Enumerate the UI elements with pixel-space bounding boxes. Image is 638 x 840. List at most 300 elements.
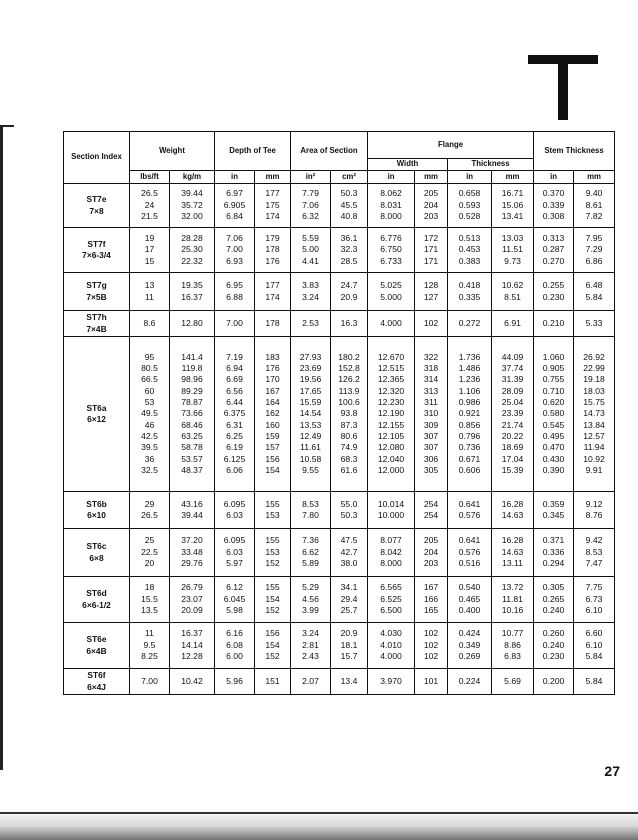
cell-value: 157	[265, 442, 280, 453]
cell-value: 7.19	[226, 351, 243, 362]
value-cell	[574, 228, 615, 273]
cell-value: 7.82	[585, 211, 603, 222]
cell-value: 10.77	[501, 628, 524, 639]
table-row	[64, 311, 615, 337]
cell-value: 8.042	[380, 546, 402, 557]
cell-value: 36	[144, 453, 155, 464]
cell-value: 13.5	[141, 605, 158, 616]
value-cell	[170, 669, 215, 695]
cell-value: 175	[265, 199, 280, 210]
unit-stem-mm: mm	[574, 171, 615, 184]
value-cell	[331, 529, 368, 577]
cell-value: 6.16	[226, 628, 243, 639]
value-cell	[215, 273, 255, 311]
cell-value: 6.733	[380, 255, 402, 266]
cell-value: 74.9	[340, 442, 358, 453]
scan-shadow	[0, 808, 638, 840]
section-designation: ST6e	[86, 634, 107, 645]
cell-value: 24.7	[340, 280, 358, 291]
cell-value: 0.856	[458, 419, 481, 430]
unit-area-cm2: cm²	[331, 171, 368, 184]
section-nominal-size: 6×8	[89, 552, 104, 563]
cell-value: 0.641	[458, 498, 481, 509]
table-row	[64, 492, 615, 529]
cell-value: 0.305	[542, 582, 565, 593]
cell-value: 167	[423, 582, 439, 593]
cell-value: 12.57	[583, 431, 605, 442]
value-cell	[170, 577, 215, 623]
value-cell	[331, 623, 368, 669]
cell-value: 6.91	[504, 317, 521, 328]
cell-value: 78.87	[181, 396, 203, 407]
cell-value: 89.29	[181, 385, 203, 396]
cell-value: 5.59	[302, 232, 319, 243]
cell-value: 119.8	[181, 362, 203, 373]
cell-value: 171	[423, 244, 439, 255]
cell-value: 8.76	[585, 510, 603, 520]
cell-value: 14.54	[299, 408, 322, 419]
cell-value: 174	[265, 291, 280, 302]
section-designation: ST7g	[86, 280, 107, 291]
cell-value: 12.105	[377, 431, 405, 442]
value-cell	[255, 492, 291, 529]
cell-value: 63.25	[181, 431, 203, 442]
cell-value: 28.28	[181, 232, 203, 243]
cell-value: 5.29	[302, 582, 319, 593]
value-cell	[170, 311, 215, 337]
cell-value: 6.03	[226, 510, 243, 520]
cell-value: 23.69	[299, 362, 322, 373]
cell-value: 19.18	[583, 374, 605, 385]
value-cell	[215, 529, 255, 577]
value-cell	[368, 337, 415, 492]
cell-value: 7.00	[226, 317, 243, 328]
cell-value: 18	[144, 582, 155, 593]
cell-value: 0.240	[542, 639, 565, 650]
value-cell	[534, 184, 574, 228]
cell-value: 8.25	[141, 651, 158, 662]
value-cell	[492, 311, 534, 337]
cell-value: 14.63	[501, 510, 524, 520]
cell-value: 6.500	[380, 605, 402, 616]
cell-value: 5.33	[585, 317, 603, 328]
cell-value: 176	[265, 362, 280, 373]
value-cell	[415, 492, 448, 529]
cell-value: 0.576	[458, 510, 481, 520]
cell-value: 18.03	[583, 385, 605, 396]
cell-value: 6.69	[226, 374, 243, 385]
cell-value: 21.5	[141, 211, 158, 222]
value-cell	[448, 273, 492, 311]
value-cell	[130, 529, 170, 577]
value-cell	[255, 623, 291, 669]
cell-value: 11.94	[583, 442, 605, 453]
value-cell	[215, 184, 255, 228]
cell-value: 9.40	[585, 188, 603, 199]
value-cell	[255, 337, 291, 492]
cell-value: 102	[423, 317, 439, 328]
value-cell	[534, 273, 574, 311]
table-row	[64, 273, 615, 311]
cell-value: 102	[423, 628, 439, 639]
cell-value: 0.593	[458, 199, 481, 210]
value-cell	[448, 492, 492, 529]
unit-depth-in: in	[215, 171, 255, 184]
cell-value: 5.00	[302, 244, 319, 255]
cell-value: 0.210	[542, 317, 565, 328]
value-cell	[574, 623, 615, 669]
cell-value: 156	[265, 628, 280, 639]
table-header	[64, 132, 615, 184]
cell-value: 6.84	[226, 211, 243, 222]
cell-value: 20.9	[340, 291, 358, 302]
cell-value: 0.349	[458, 639, 481, 650]
cell-value: 0.540	[458, 582, 481, 593]
cell-value: 166	[423, 593, 439, 604]
cell-value: 61.6	[340, 465, 358, 476]
cell-value: 176	[265, 255, 280, 266]
cell-value: 100.6	[338, 396, 360, 407]
cell-value: 15.06	[501, 199, 524, 210]
value-cell	[215, 492, 255, 529]
cell-value: 66.5	[141, 374, 158, 385]
section-index-cell	[64, 228, 130, 273]
cell-value: 6.25	[226, 431, 243, 442]
cell-value: 3.24	[302, 291, 319, 302]
cell-value: 6.83	[504, 651, 521, 662]
value-cell	[255, 529, 291, 577]
cell-value: 0.265	[542, 593, 565, 604]
cell-value: 8.062	[380, 188, 402, 199]
value-cell	[291, 577, 331, 623]
cell-value: 6.776	[380, 232, 402, 243]
cell-value: 0.736	[458, 442, 481, 453]
value-cell	[331, 492, 368, 529]
cell-value: 155	[265, 582, 280, 593]
cell-value: 9.42	[585, 535, 603, 546]
value-cell	[215, 228, 255, 273]
value-cell	[574, 492, 615, 529]
cell-value: 32.5	[141, 465, 158, 476]
cell-value: 5.97	[226, 558, 243, 569]
cell-value: 0.272	[458, 317, 481, 328]
cell-value: 40.8	[340, 211, 358, 222]
cell-value: 15	[144, 255, 155, 266]
cell-value: 5.98	[226, 605, 243, 616]
cell-value: 6.48	[585, 280, 603, 291]
cell-value: 15.39	[501, 465, 524, 476]
cell-value: 0.255	[542, 280, 565, 291]
cell-value: 254	[423, 510, 439, 520]
cell-value: 10.62	[501, 280, 524, 291]
cell-value: 93.8	[340, 408, 358, 419]
cell-value: 6.93	[226, 255, 243, 266]
cell-value: 15.5	[141, 593, 158, 604]
table-row	[64, 577, 615, 623]
cell-value: 98.96	[181, 374, 203, 385]
section-designation: ST6d	[86, 588, 107, 599]
cell-value: 32.3	[340, 244, 358, 255]
cell-value: 8.000	[380, 558, 402, 569]
cell-value: 87.3	[340, 419, 358, 430]
cell-value: 126.2	[338, 374, 360, 385]
cell-value: 310	[423, 408, 439, 419]
cell-value: 5.96	[226, 675, 243, 686]
cell-value: 128	[423, 280, 439, 291]
cell-value: 6.94	[226, 362, 243, 373]
value-cell	[415, 228, 448, 273]
table-body	[64, 184, 615, 695]
section-index-cell	[64, 337, 130, 492]
cell-value: 73.66	[181, 408, 203, 419]
value-cell	[331, 669, 368, 695]
cell-value: 22.99	[583, 362, 605, 373]
cell-value: 6.905	[223, 199, 246, 210]
cell-value: 3.970	[380, 675, 402, 686]
cell-value: 6.10	[585, 605, 603, 616]
cell-value: 1.106	[458, 385, 481, 396]
cell-value: 7.95	[585, 232, 603, 243]
cell-value: 0.240	[542, 605, 565, 616]
cell-value: 6.095	[223, 535, 246, 546]
cell-value: 8.51	[504, 291, 521, 302]
cell-value: 1.236	[458, 374, 481, 385]
section-index-cell	[64, 577, 130, 623]
cell-value: 152.8	[338, 362, 360, 373]
cell-value: 15.75	[583, 396, 605, 407]
value-cell	[255, 577, 291, 623]
unit-lbs-ft: lbs/ft	[130, 171, 170, 184]
value-cell	[415, 669, 448, 695]
cell-value: 25.7	[340, 605, 358, 616]
value-cell	[492, 669, 534, 695]
cell-value: 12.000	[377, 465, 405, 476]
table-row	[64, 623, 615, 669]
cell-value: 4.000	[380, 317, 402, 328]
cell-value: 0.424	[458, 628, 481, 639]
cell-value: 10.000	[377, 510, 405, 520]
cell-value: 165	[423, 605, 439, 616]
header-section-index: Section Index	[64, 132, 130, 184]
value-cell	[574, 337, 615, 492]
cell-value: 18.1	[340, 639, 358, 650]
value-cell	[534, 492, 574, 529]
cell-value: 0.345	[542, 510, 565, 520]
section-index-cell	[64, 311, 130, 337]
cell-value: 19.56	[299, 374, 322, 385]
cell-value: 32.00	[181, 211, 203, 222]
cell-value: 102	[423, 651, 439, 662]
cell-value: 0.383	[458, 255, 481, 266]
cell-value: 4.010	[380, 639, 402, 650]
header-weight: Weight	[130, 132, 215, 171]
cell-value: 53	[144, 396, 155, 407]
cell-value: 0.905	[542, 362, 565, 373]
cell-value: 0.710	[542, 385, 565, 396]
table-row	[64, 228, 615, 273]
cell-value: 0.516	[458, 558, 481, 569]
cell-value: 42.5	[141, 431, 158, 442]
cell-value: 7.06	[302, 199, 319, 210]
cell-value: 22.5	[141, 546, 158, 557]
cell-value: 6.125	[223, 453, 246, 464]
cell-value: 16.28	[501, 498, 524, 509]
cell-value: 68.3	[340, 453, 358, 464]
value-cell	[534, 311, 574, 337]
cell-value: 8.86	[504, 639, 521, 650]
unit-depth-mm: mm	[255, 171, 291, 184]
cell-value: 152	[265, 605, 280, 616]
cell-value: 0.336	[542, 546, 565, 557]
cell-value: 178	[265, 317, 280, 328]
cell-value: 10.42	[181, 675, 203, 686]
cell-value: 7.29	[585, 244, 603, 255]
unit-area-in2: in²	[291, 171, 331, 184]
structural-tee-table	[63, 131, 615, 695]
section-nominal-size: 6×4J	[87, 681, 106, 692]
cell-value: 5.84	[585, 651, 603, 662]
cell-value: 0.359	[542, 498, 565, 509]
cell-value: 26.5	[141, 510, 158, 520]
value-cell	[170, 228, 215, 273]
cell-value: 29.4	[340, 593, 358, 604]
cell-value: 0.921	[458, 408, 481, 419]
cell-value: 44.09	[501, 351, 524, 362]
cell-value: 154	[265, 639, 280, 650]
cell-value: 16.3	[340, 317, 358, 328]
value-cell	[368, 184, 415, 228]
value-cell	[415, 273, 448, 311]
cell-value: 24	[144, 199, 155, 210]
section-designation: ST6f	[87, 670, 106, 681]
value-cell	[331, 184, 368, 228]
value-cell	[331, 273, 368, 311]
cell-value: 39.44	[181, 188, 203, 199]
value-cell	[492, 273, 534, 311]
value-cell	[534, 228, 574, 273]
value-cell	[215, 669, 255, 695]
cell-value: 0.986	[458, 396, 481, 407]
cell-value: 0.200	[542, 675, 565, 686]
value-cell	[130, 623, 170, 669]
cell-value: 0.370	[542, 188, 565, 199]
cell-value: 16.71	[501, 188, 524, 199]
cell-value: 15.7	[340, 651, 358, 662]
value-cell	[534, 669, 574, 695]
cell-value: 0.339	[542, 199, 565, 210]
cell-value: 0.230	[542, 651, 565, 662]
cell-value: 0.545	[542, 419, 565, 430]
cell-value: 178	[265, 244, 280, 255]
cell-value: 12.040	[377, 453, 405, 464]
cell-value: 5.000	[380, 291, 402, 302]
cell-value: 5.025	[380, 280, 402, 291]
cell-value: 17.04	[501, 453, 524, 464]
cell-value: 20.09	[181, 605, 203, 616]
cell-value: 22.32	[181, 255, 203, 266]
cell-value: 13.03	[501, 232, 524, 243]
unit-thickness-in: in	[448, 171, 492, 184]
section-nominal-size: 6×6-1/2	[82, 599, 111, 610]
cell-value: 0.260	[542, 628, 565, 639]
cell-value: 9.91	[585, 465, 603, 476]
unit-width-mm: mm	[415, 171, 448, 184]
tee-stem-shape	[558, 55, 568, 120]
cell-value: 47.5	[340, 535, 358, 546]
cell-value: 7.00	[226, 244, 243, 255]
value-cell	[574, 311, 615, 337]
cell-value: 10.58	[299, 453, 322, 464]
cell-value: 6.31	[226, 419, 243, 430]
cell-value: 0.671	[458, 453, 481, 464]
cell-value: 113.9	[338, 385, 360, 396]
cell-value: 6.62	[302, 546, 319, 557]
cell-value: 8.6	[143, 317, 156, 328]
cell-value: 12.670	[377, 351, 405, 362]
cell-value: 7.75	[585, 582, 603, 593]
cell-value: 305	[423, 465, 439, 476]
cell-value: 152	[265, 558, 280, 569]
cell-value: 172	[423, 232, 439, 243]
cell-value: 0.418	[458, 280, 481, 291]
cell-value: 6.10	[585, 639, 603, 650]
cell-value: 29.76	[181, 558, 203, 569]
cell-value: 34.1	[340, 582, 358, 593]
section-designation: ST7f	[87, 238, 106, 249]
section-index-cell	[64, 623, 130, 669]
cell-value: 12.230	[377, 396, 405, 407]
cell-value: 4.41	[302, 255, 319, 266]
cell-value: 6.750	[380, 244, 402, 255]
cell-value: 43.16	[181, 498, 203, 509]
value-cell	[255, 669, 291, 695]
value-cell	[448, 228, 492, 273]
value-cell	[368, 669, 415, 695]
cell-value: 0.470	[542, 442, 565, 453]
cell-value: 55.0	[340, 498, 358, 509]
value-cell	[130, 337, 170, 492]
value-cell	[291, 311, 331, 337]
cell-value: 6.06	[226, 465, 243, 476]
value-cell	[170, 184, 215, 228]
value-cell	[368, 529, 415, 577]
cell-value: 0.270	[542, 255, 565, 266]
cell-value: 25.30	[181, 244, 203, 255]
cell-value: 8.031	[380, 199, 402, 210]
cell-value: 11.81	[502, 593, 523, 604]
cell-value: 6.56	[226, 385, 243, 396]
value-cell	[492, 228, 534, 273]
section-nominal-size: 7×8	[89, 205, 104, 216]
cell-value: 25	[144, 535, 155, 546]
value-cell	[291, 623, 331, 669]
cell-value: 39.44	[181, 510, 203, 520]
cell-value: 6.95	[226, 280, 243, 291]
cell-value: 4.000	[380, 651, 402, 662]
cell-value: 177	[265, 188, 280, 199]
cell-value: 183	[265, 351, 280, 362]
cell-value: 12.80	[181, 317, 203, 328]
cell-value: 0.465	[458, 593, 481, 604]
cell-value: 5.84	[585, 675, 603, 686]
cell-value: 9.12	[585, 498, 603, 509]
cell-value: 311	[424, 396, 438, 407]
cell-value: 17	[144, 244, 155, 255]
cell-value: 12.365	[377, 374, 405, 385]
cell-value: 26.5	[141, 188, 158, 199]
value-cell	[331, 311, 368, 337]
cell-value: 0.495	[542, 431, 565, 442]
